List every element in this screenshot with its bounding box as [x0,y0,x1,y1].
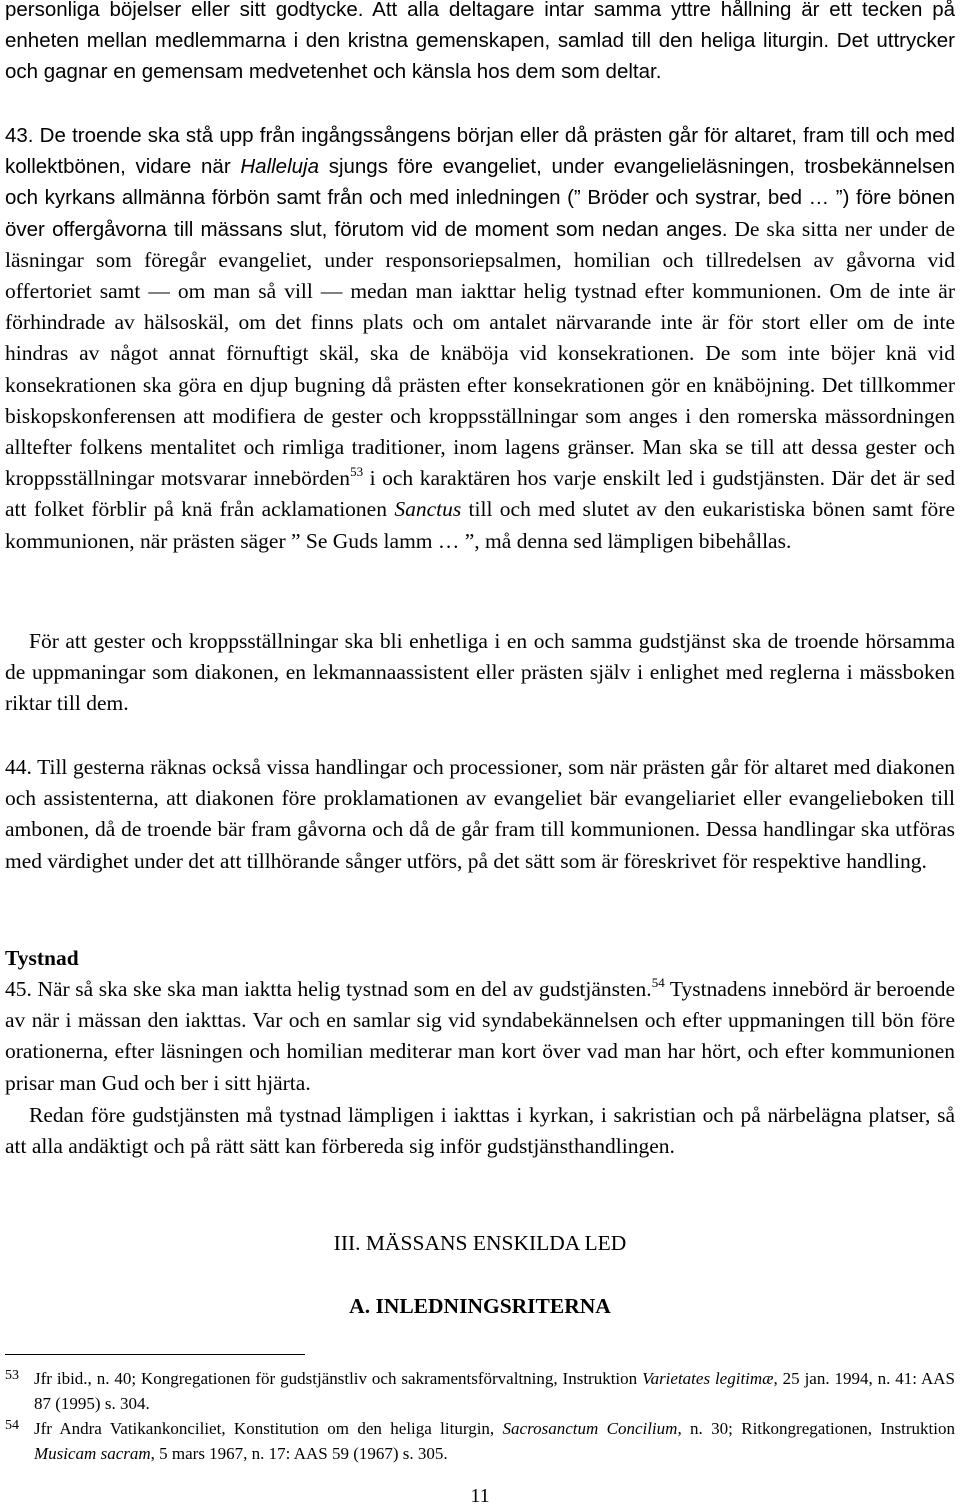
footnote-ref-53[interactable]: 53 [350,464,364,480]
fn53-text-b: , 25 jan. 1994, n. 41: AAS 87 (1995) s. 304. [34,1369,956,1413]
paragraph-43-cont [5,626,955,720]
fn54-italic: Sacrosanctum Concilium [502,1419,678,1438]
heading-tystnad: Tystnad [5,946,79,970]
footnote-53 [5,1366,955,1416]
subsection-heading: A. INLEDNINGSRITERNA [349,1294,611,1318]
fn53-italic: Varietates legitimæ [642,1369,774,1388]
fn54-text-c: , 5 mars 1967, n. 17: AAS 59 (1967) s. 305. [150,1444,448,1463]
p43-text-e: till och med slutet av den eukaristiska bönen samt före kommunionen, när prästen säger ” Se Guds lamm … ”, må denna sed lämpligen bibehållas. [5,497,955,553]
p43-text-c: De ska sitta ner under de läsningar som föregår evangeliet, under responsoriepsalmen, homilian och tillredelsen av gåvorna vid offertoriet samt — om man så vill — medan man iakttar helig tystnad efter kommunionen. Om de inte är förhindrade av hälsoskäl, om det finns plats och om antalet närvarande inte är för stort eller om de inte hindras av något annat förnuftigt skäl, ska de knäböja vid konsekrationen. De som inte böjer knä vid konsekrationen ska göra en djup bugning då prästen efter konsekrationen gör en knäböjning. Det tillkommer biskopskonferensen att modifiera de gester och kroppsställningar som anges i den romerska mässordningen alltefter folkens mentalitet och rimliga traditioner, inom lagens gränser. Man ska se till att dessa gester och kroppsställningar motsvarar innebörden [5,216,955,491]
page-number: 11 [470,1485,490,1507]
paragraph-44 [5,752,955,877]
p45-second-paragraph: Redan före gudstjänsten må tystnad lämpligen i iakttas i kyrkan, i sakristian och på närbelägna platser, så att alla andäktigt och på rätt sätt kan förbereda sig inför gudstjänsthandlingen. [5,1103,955,1159]
paragraph-45-cont [5,1100,955,1162]
paragraph-45 [5,974,955,1099]
intro-paragraph [5,0,955,88]
fn54-text-a: Jfr Andra Vatikankonciliet, Konstitution om den heliga liturgin, [34,1419,503,1438]
paragraph-43 [5,120,955,557]
fn54-italic2: Musicam sacram [34,1444,151,1463]
footnote-text [34,1366,955,1416]
footnote-ref-54[interactable]: 54 [651,975,665,990]
p45-text-a: 45. När så ska ske ska man iaktta helig tystnad som en del av gudstjänsten. [5,977,652,1001]
fn53-text-a: Jfr ibid., n. 40; Kongregationen för gudstjänstliv och sakramentsförvaltning, Instruktion [34,1369,643,1388]
intro-text: personliga böjelser eller sitt godtycke. Att alla deltagare intar samma yttre hållning är ett tecken på enheten mellan medlemmarna i den kristna gemenskapen, samlad till den heliga liturgin. Det uttrycker och gagnar en gemensam medvetenhet och känsla hos dem som deltar. [5,0,955,84]
footnote-text [34,1416,955,1466]
p43-text-b: sjungs före evangeliet, under evangelieläsningen, trosbekännelsen och kyrkans allmänna förbön samt från och med inledningen (” Bröder och systrar, bed … ”) före bönen över offergåvorna till mässans slut, förutom vid de moment som nedan anges. [5,155,955,241]
p43-second-paragraph: För att gester och kroppsställningar ska bli enhetliga i en och samma gudstjänst ska de troende hörsamma de uppmaningar som diakonen, en lekmannaassistent eller prästen själv i enlighet med reglerna i mässboken riktar till dem. [5,629,955,716]
section-heading: III. MÄSSANS ENSKILDA LED [333,1231,627,1255]
footnote-number: 54 [5,1418,19,1433]
footnote-54 [5,1416,955,1466]
p43-sanctus: Sanctus [394,497,462,522]
p43-text-a: 43. De troende ska stå upp från ingångssångens början eller då prästen går för altaret, fram till och med kollektbönen, vidare när [5,124,955,179]
footnote-number: 53 [5,1368,19,1383]
p43-halleluja: Halleluja [240,155,319,179]
p45-text-b: Tystnadens innebörd är beroende av när i mässan den iakttas. Var och en samlar sig vid syndabekännelsen och efter uppmaningen till bön före orationerna, efter läsningen och homilian mediterar man kort över vad man har hört, och efter kommunionen prisar man Gud och ber i sitt hjärta. [5,977,956,1095]
p43-serif-part [5,217,955,553]
p44-text: 44. Till gesterna räknas också vissa handlingar och processioner, som när prästen går för altaret med diakonen och assistenterna, att diakonen före proklamationen av evangeliet bär evangeliariet eller evangelieboken till ambonen, då de troende bär fram gåvorna och då de går fram till kommunionen. Dessa handlingar ska utföras med värdighet under det att tillhörande sånger utförs, på det sätt som är föreskrivet för respektive handling. [5,755,955,873]
p43-text-d: i och karaktären hos varje enskilt led i gudstjänsten. Där det är sed att folket förblir på knä från acklamationen [5,466,955,522]
footnote-divider [5,1354,305,1355]
fn54-text-b: , n. 30; Ritkongregationen, Instruktion [677,1419,955,1438]
